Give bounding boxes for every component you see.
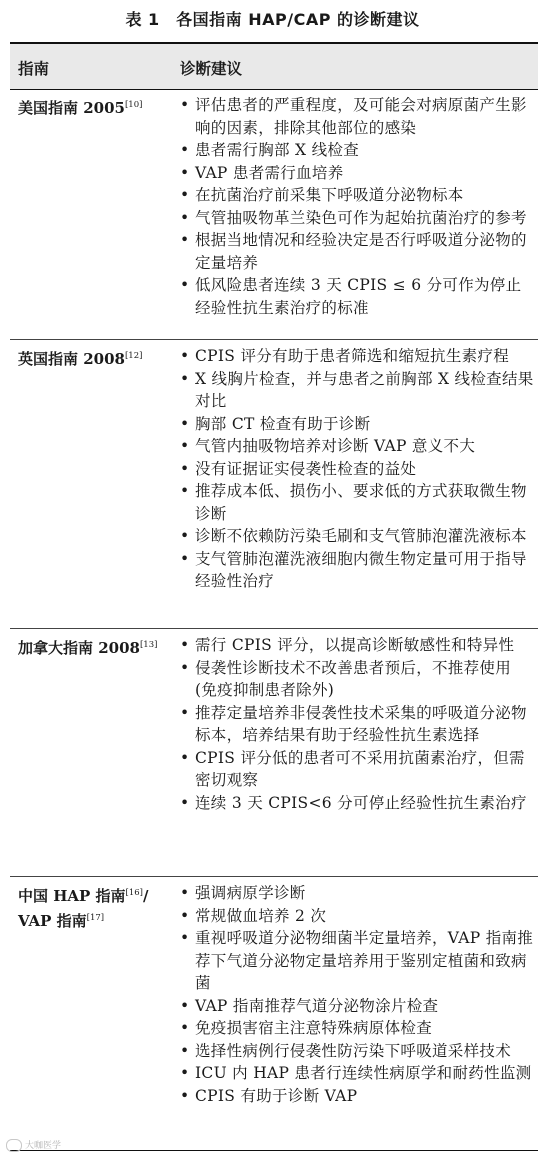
guide-name: 英国指南 2008[12] <box>18 350 143 368</box>
list-item: • 没有证据证实侵袭性检查的益处 <box>180 458 536 481</box>
row-divider <box>10 339 538 340</box>
list-item: • 诊断不依赖防污染毛刷和支气管肺泡灌洗液标本 <box>180 525 536 548</box>
list-item: • 支气管肺泡灌洗液细胞内微生物定量可用于指导经验性治疗 <box>180 548 536 593</box>
list-item: • 免疫损害宿主注意特殊病原体检查 <box>180 1017 536 1040</box>
list-item: • 侵袭性诊断技术不改善患者预后，不推荐使用 (免疫抑制患者除外) <box>180 657 536 702</box>
list-item: • 气管抽吸物革兰染色可作为起始抗菌治疗的参考 <box>180 207 536 230</box>
list-item: • 气管内抽吸物培养对诊断 VAP 意义不大 <box>180 435 536 458</box>
list-item: • 重视呼吸道分泌物细菌半定量培养，VAP 指南推荐下气道分泌物定量培养用于鉴别定植菌和致病菌 <box>180 927 536 995</box>
list-item: • CPIS 有助于诊断 VAP <box>180 1085 536 1108</box>
recommendation-list <box>180 634 536 814</box>
list-item: • CPIS 评分有助于患者筛选和缩短抗生素疗程 <box>180 345 536 368</box>
header-guide: 指南 <box>18 60 50 78</box>
list-item: • 强调病原学诊断 <box>180 882 536 905</box>
list-item: • 推荐成本低、损伤小、要求低的方式获取微生物诊断 <box>180 480 536 525</box>
list-item: • X 线胸片检查，并与患者之前胸部 X 线检查结果对比 <box>180 368 536 413</box>
recommendation-list <box>180 345 536 593</box>
header-recommendation: 诊断建议 <box>180 60 243 78</box>
list-item: • 根据当地情况和经验决定是否行呼吸道分泌物的定量培养 <box>180 229 536 274</box>
list-item: • 低风险患者连续 3 天 CPIS ≤ 6 分可作为停止经验性抗生素治疗的标准 <box>180 274 536 319</box>
list-item: • 在抗菌治疗前采集下呼吸道分泌物标本 <box>180 184 536 207</box>
list-item: • VAP 患者需行血培养 <box>180 162 536 185</box>
watermark-logo-icon <box>6 1139 22 1152</box>
list-item: • VAP 指南推荐气道分泌物涂片检查 <box>180 995 536 1018</box>
guide-name: 美国指南 2005[10] <box>18 99 143 117</box>
list-item: • 评估患者的严重程度，及可能会对病原菌产生影响的因素，排除其他部位的感染 <box>180 94 536 139</box>
list-item: • ICU 内 HAP 患者行连续性病原学和耐药性监测 <box>180 1062 536 1085</box>
list-item: • 胸部 CT 检查有助于诊断 <box>180 413 536 436</box>
list-item: • 需行 CPIS 评分，以提高诊断敏感性和特异性 <box>180 634 536 657</box>
bottom-rule <box>10 1150 538 1151</box>
list-item: • 选择性病例行侵袭性防污染下呼吸道采样技术 <box>180 1040 536 1063</box>
row-divider <box>10 628 538 629</box>
list-item: • 患者需行胸部 X 线检查 <box>180 139 536 162</box>
watermark: 大咖医学 <box>6 1138 61 1152</box>
guide-name: 中国 HAP 指南[16]/ VAP 指南[17] <box>18 887 149 930</box>
list-item: • 推荐定量培养非侵袭性技术采集的呼吸道分泌物标本，培养结果有助于经验性抗生素选择 <box>180 702 536 747</box>
table-title: 表 1 各国指南 HAP/CAP 的诊断建议 <box>125 10 420 29</box>
table-header <box>10 44 538 89</box>
list-item: • 连续 3 天 CPIS<6 分可停止经验性抗生素治疗 <box>180 792 536 815</box>
list-item: • CPIS 评分低的患者可不采用抗菌素治疗，但需密切观察 <box>180 747 536 792</box>
guide-name: 加拿大指南 2008[13] <box>18 639 158 657</box>
row-divider <box>10 876 538 877</box>
recommendation-list <box>180 882 536 1107</box>
header-rule <box>10 89 538 90</box>
list-item: • 常规做血培养 2 次 <box>180 905 536 928</box>
recommendation-list <box>180 94 536 319</box>
